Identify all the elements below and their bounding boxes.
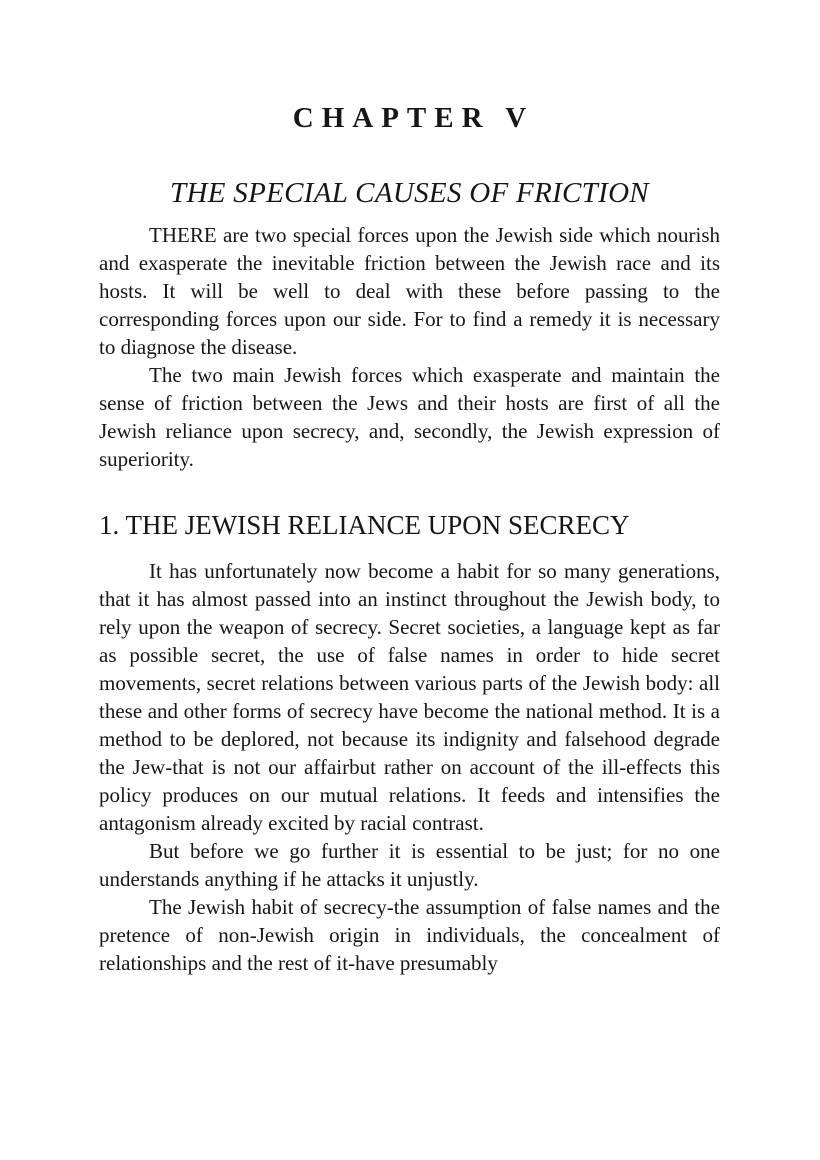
body-paragraph: The two main Jewish forces which exasperate and maintain the sense of friction between the Jews and their hosts are first of all the Jewish reliance upon secrecy, and, secondly, the Jewish expression of superiority. [99, 363, 720, 471]
chapter-label: CHAPTER V [292, 102, 535, 134]
body-paragraph: THERE are two special forces upon the Jewish side which nourish and exasperate the inevitable friction between the Jewish race and its hosts. It will be well to deal with these before passing to the corresponding forces upon our side. For to find a remedy it is necessary to diagnose the disease. [99, 223, 720, 359]
book-page [99, 98, 720, 977]
body-paragraph: But before we go further it is essential to be just; for no one understands anything if he attacks it unjustly. [99, 839, 720, 891]
section-heading: 1. THE JEWISH RELIANCE UPON SECRECY [99, 510, 630, 540]
body-paragraph: It has unfortunately now become a habit for so many generations, that it has almost passed into an instinct throughout the Jewish body, to rely upon the weapon of secrecy. Secret societies, a language kept as far as possible secret, the use of false names in order to hide secret movements, secret relations between various parts of the Jewish body: all these and other forms of secrecy have become the national method. It is a method to be deplored, not because its indignity and falsehood degrade the Jew-that is not our affairbut rather on account of the ill-effects this policy produces on our mutual relations. It feeds and intensifies the antagonism already excited by racial contrast. [99, 559, 720, 835]
body-paragraph: The Jewish habit of secrecy-the assumption of false names and the pretence of non-Jewish origin in individuals, the concealment of relationships and the rest of it-have presumably [99, 895, 720, 975]
chapter-title: THE SPECIAL CAUSES OF FRICTION [170, 177, 649, 209]
